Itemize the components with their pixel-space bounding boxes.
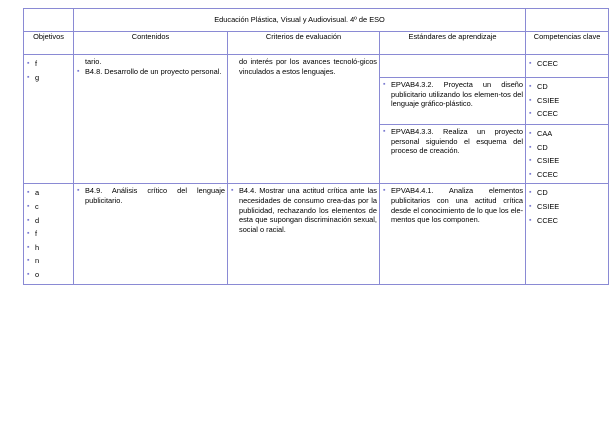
competencia-item: ▪ CD xyxy=(528,141,606,155)
contenidos-cell xyxy=(74,184,228,284)
objetivo-item: ▪ o xyxy=(26,268,71,282)
estandar-item: ▪ EPVAB4.3.3. Realiza un proyecto personal siguiendo el esquema del proceso de creación. xyxy=(382,127,523,156)
header-contenidos: Contenidos xyxy=(74,32,228,55)
contenido-item: ▪ B4.8. Desarrollo de un proyecto personal. xyxy=(76,67,225,77)
criterios-cell xyxy=(228,184,380,284)
competencia-item: ▪ CCEC xyxy=(528,214,606,228)
objetivo-item: ▪ n xyxy=(26,254,71,268)
objetivo-item: ▪ f xyxy=(26,227,71,241)
title-blank-cell xyxy=(24,9,74,32)
criterio-item: ▪ B4.4. Mostrar una actitud crítica ante las necesidades de consumo crea-das por la publicidad, rechazando los elementos de esta que supongan discriminación sexual, social o racial. xyxy=(230,186,377,234)
competencia-item: ▪ CAA xyxy=(528,127,606,141)
header-row xyxy=(24,32,609,55)
competencia-item: ▪ CD xyxy=(528,80,606,94)
objetivo-item: ▪ c xyxy=(26,200,71,214)
objetivo-item: ▪ h xyxy=(26,241,71,255)
competencias-cell xyxy=(526,184,609,284)
estandar-cell-empty xyxy=(380,55,526,78)
objetivo-item: ▪ d xyxy=(26,214,71,228)
contenidos-cell xyxy=(74,55,228,184)
objetivo-item: ▪ a xyxy=(26,186,71,200)
competencia-item: ▪ CSIEE xyxy=(528,154,606,168)
criterios-cell xyxy=(228,55,380,184)
header-estandares: Estándares de aprendizaje xyxy=(380,32,526,55)
objetivo-item: ▪ g xyxy=(26,71,71,85)
competencia-item: ▪ CSIEE xyxy=(528,94,606,108)
header-criterios: Criterios de evaluación xyxy=(228,32,380,55)
estandar-cell xyxy=(380,78,526,125)
competencias-cell xyxy=(526,125,609,184)
criterio-continuation: do interés por los avances tecnoló-gicos vinculados a estos lenguajes. xyxy=(239,57,377,76)
competencia-item: ▪ CCEC xyxy=(528,57,606,71)
objetivos-cell xyxy=(24,184,74,284)
contenido-item: ▪ B4.9. Análisis crítico del lenguaje publicitario. xyxy=(76,186,225,205)
contenido-continuation: tario. xyxy=(85,57,102,66)
competencias-cell xyxy=(526,55,609,78)
table-row xyxy=(24,184,609,284)
table-row xyxy=(24,55,609,78)
estandar-item: ▪ EPVAB4.3.2. Proyecta un diseño publicitario utilizando los elemen-tos del lenguaje gráfico-plástico. xyxy=(382,80,523,109)
objetivos-cell xyxy=(24,55,74,184)
estandar-cell xyxy=(380,184,526,284)
competencia-item: ▪ CD xyxy=(528,186,606,200)
competencias-cell xyxy=(526,78,609,125)
objetivo-item: ▪ f xyxy=(26,57,71,71)
estandar-cell xyxy=(380,125,526,184)
header-competencias: Competencias clave xyxy=(526,32,609,55)
table-title: Educación Plástica, Visual y Audiovisual. 4º de ESO xyxy=(74,9,526,32)
curriculum-table xyxy=(23,8,609,285)
table-title-row xyxy=(24,9,609,32)
competencia-item: ▪ CCEC xyxy=(528,168,606,182)
header-objetivos: Objetivos xyxy=(24,32,74,55)
competencia-item: ▪ CCEC xyxy=(528,107,606,121)
competencia-item: ▪ CSIEE xyxy=(528,200,606,214)
estandar-item: ▪ EPVAB4.4.1. Analiza elementos publicitarios con una actitud crítica desde el conocimiento de lo que los ele-mentos que los componen. xyxy=(382,186,523,224)
title-blank-cell-right xyxy=(526,9,609,32)
